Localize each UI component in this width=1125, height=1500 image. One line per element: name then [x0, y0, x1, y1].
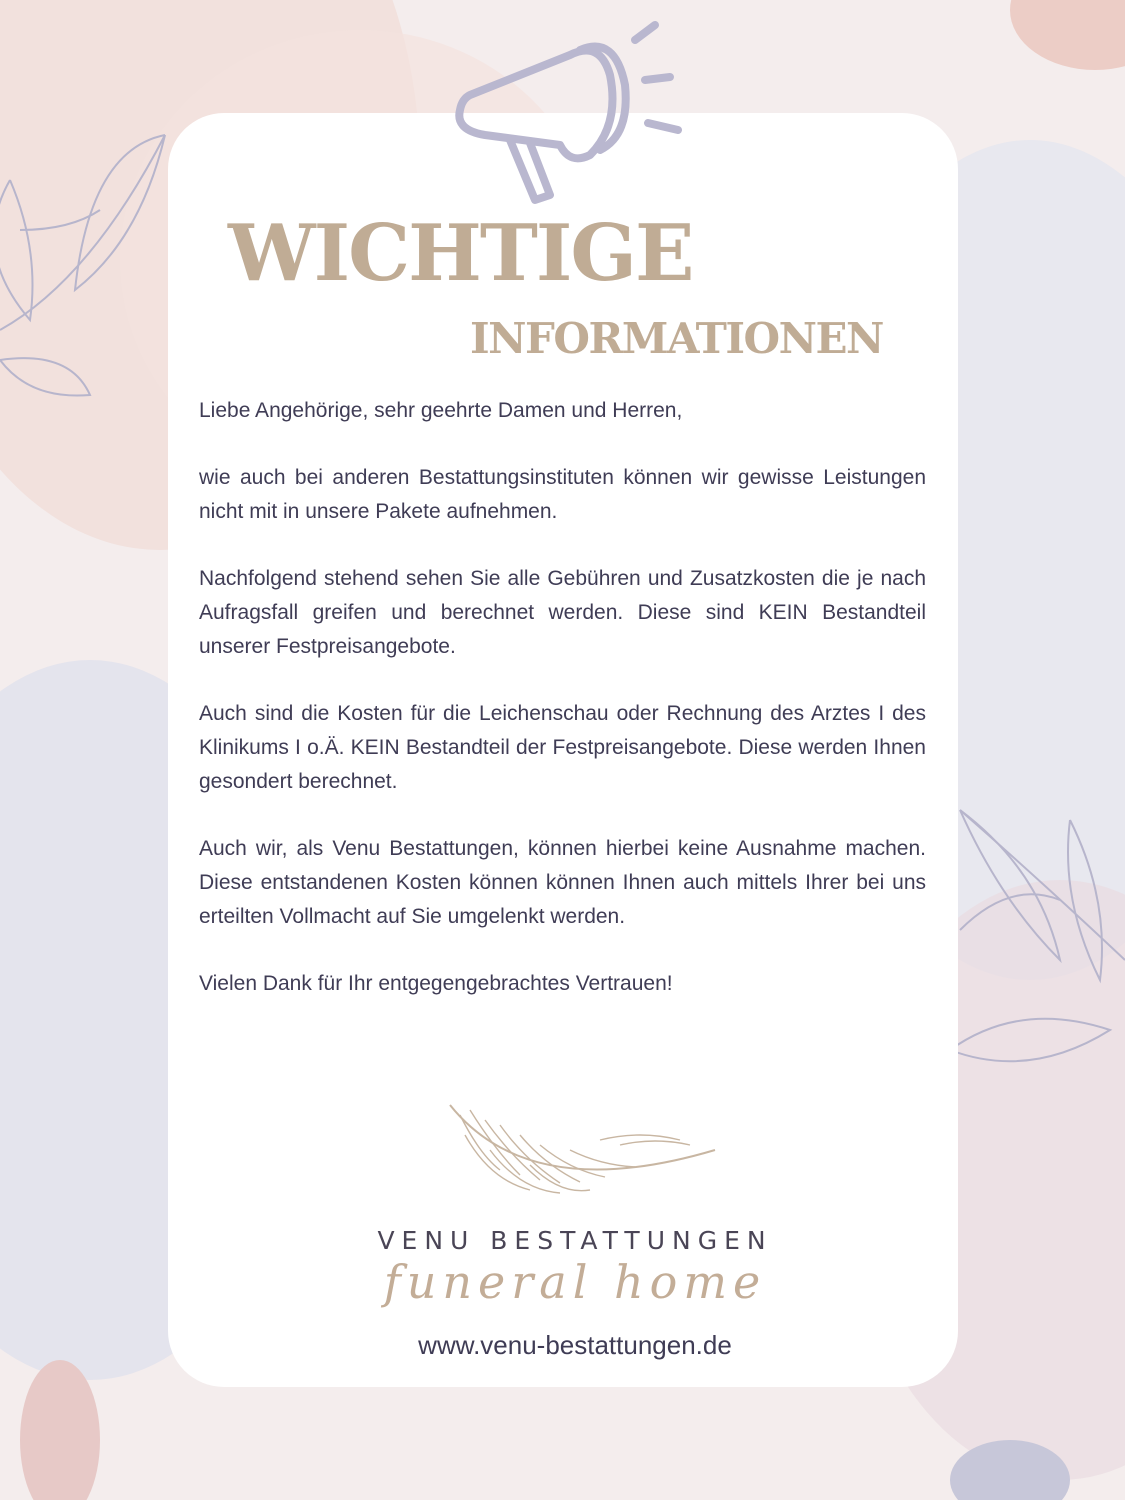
paragraph-closing: Vielen Dank für Ihr entgegengebrachtes Vertrauen! [199, 972, 673, 995]
title-sub: INFORMATIONEN [470, 314, 883, 363]
paragraph-salutation: Liebe Angehörige, sehr geehrte Damen und Herren, [199, 399, 683, 422]
brand-name: VENU BESTATTUNGEN [377, 1226, 773, 1255]
title-main: WICHTIGE [228, 208, 693, 299]
paragraph: Nachfolgend stehend sehen Sie alle Gebühren und Zusatzkosten die je nach Aufragsfall greifen und berechnet werden. Diese sind KEIN Bestandteil unserer Festpreisangebote. [199, 567, 926, 658]
paragraph: Auch sind die Kosten für die Leichenschau oder Rechnung des Arztes I des Klinikums I o.Ä. KEIN Bestandteil der Festpreisangebote. Diese werden Ihnen gesondert berechnet. [199, 702, 926, 793]
website-link[interactable]: www.venu-bestattungen.de [418, 1330, 732, 1360]
paragraph: Auch wir, als Venu Bestattungen, können hierbei keine Ausnahme machen. Diese entstandenen Kosten können können Ihnen auch mittels Ihrer bei uns erteilten Vollmacht auf Sie umgelenkt werden. [199, 837, 926, 928]
megaphone-icon [430, 15, 700, 215]
body-text [199, 394, 926, 1034]
feather-icon [440, 1095, 730, 1215]
brand-tagline: funeral home [383, 1255, 767, 1309]
paragraph: wie auch bei anderen Bestattungsinstituten können wir gewisse Leistungen nicht mit in unsere Pakete aufnehmen. [199, 466, 926, 523]
